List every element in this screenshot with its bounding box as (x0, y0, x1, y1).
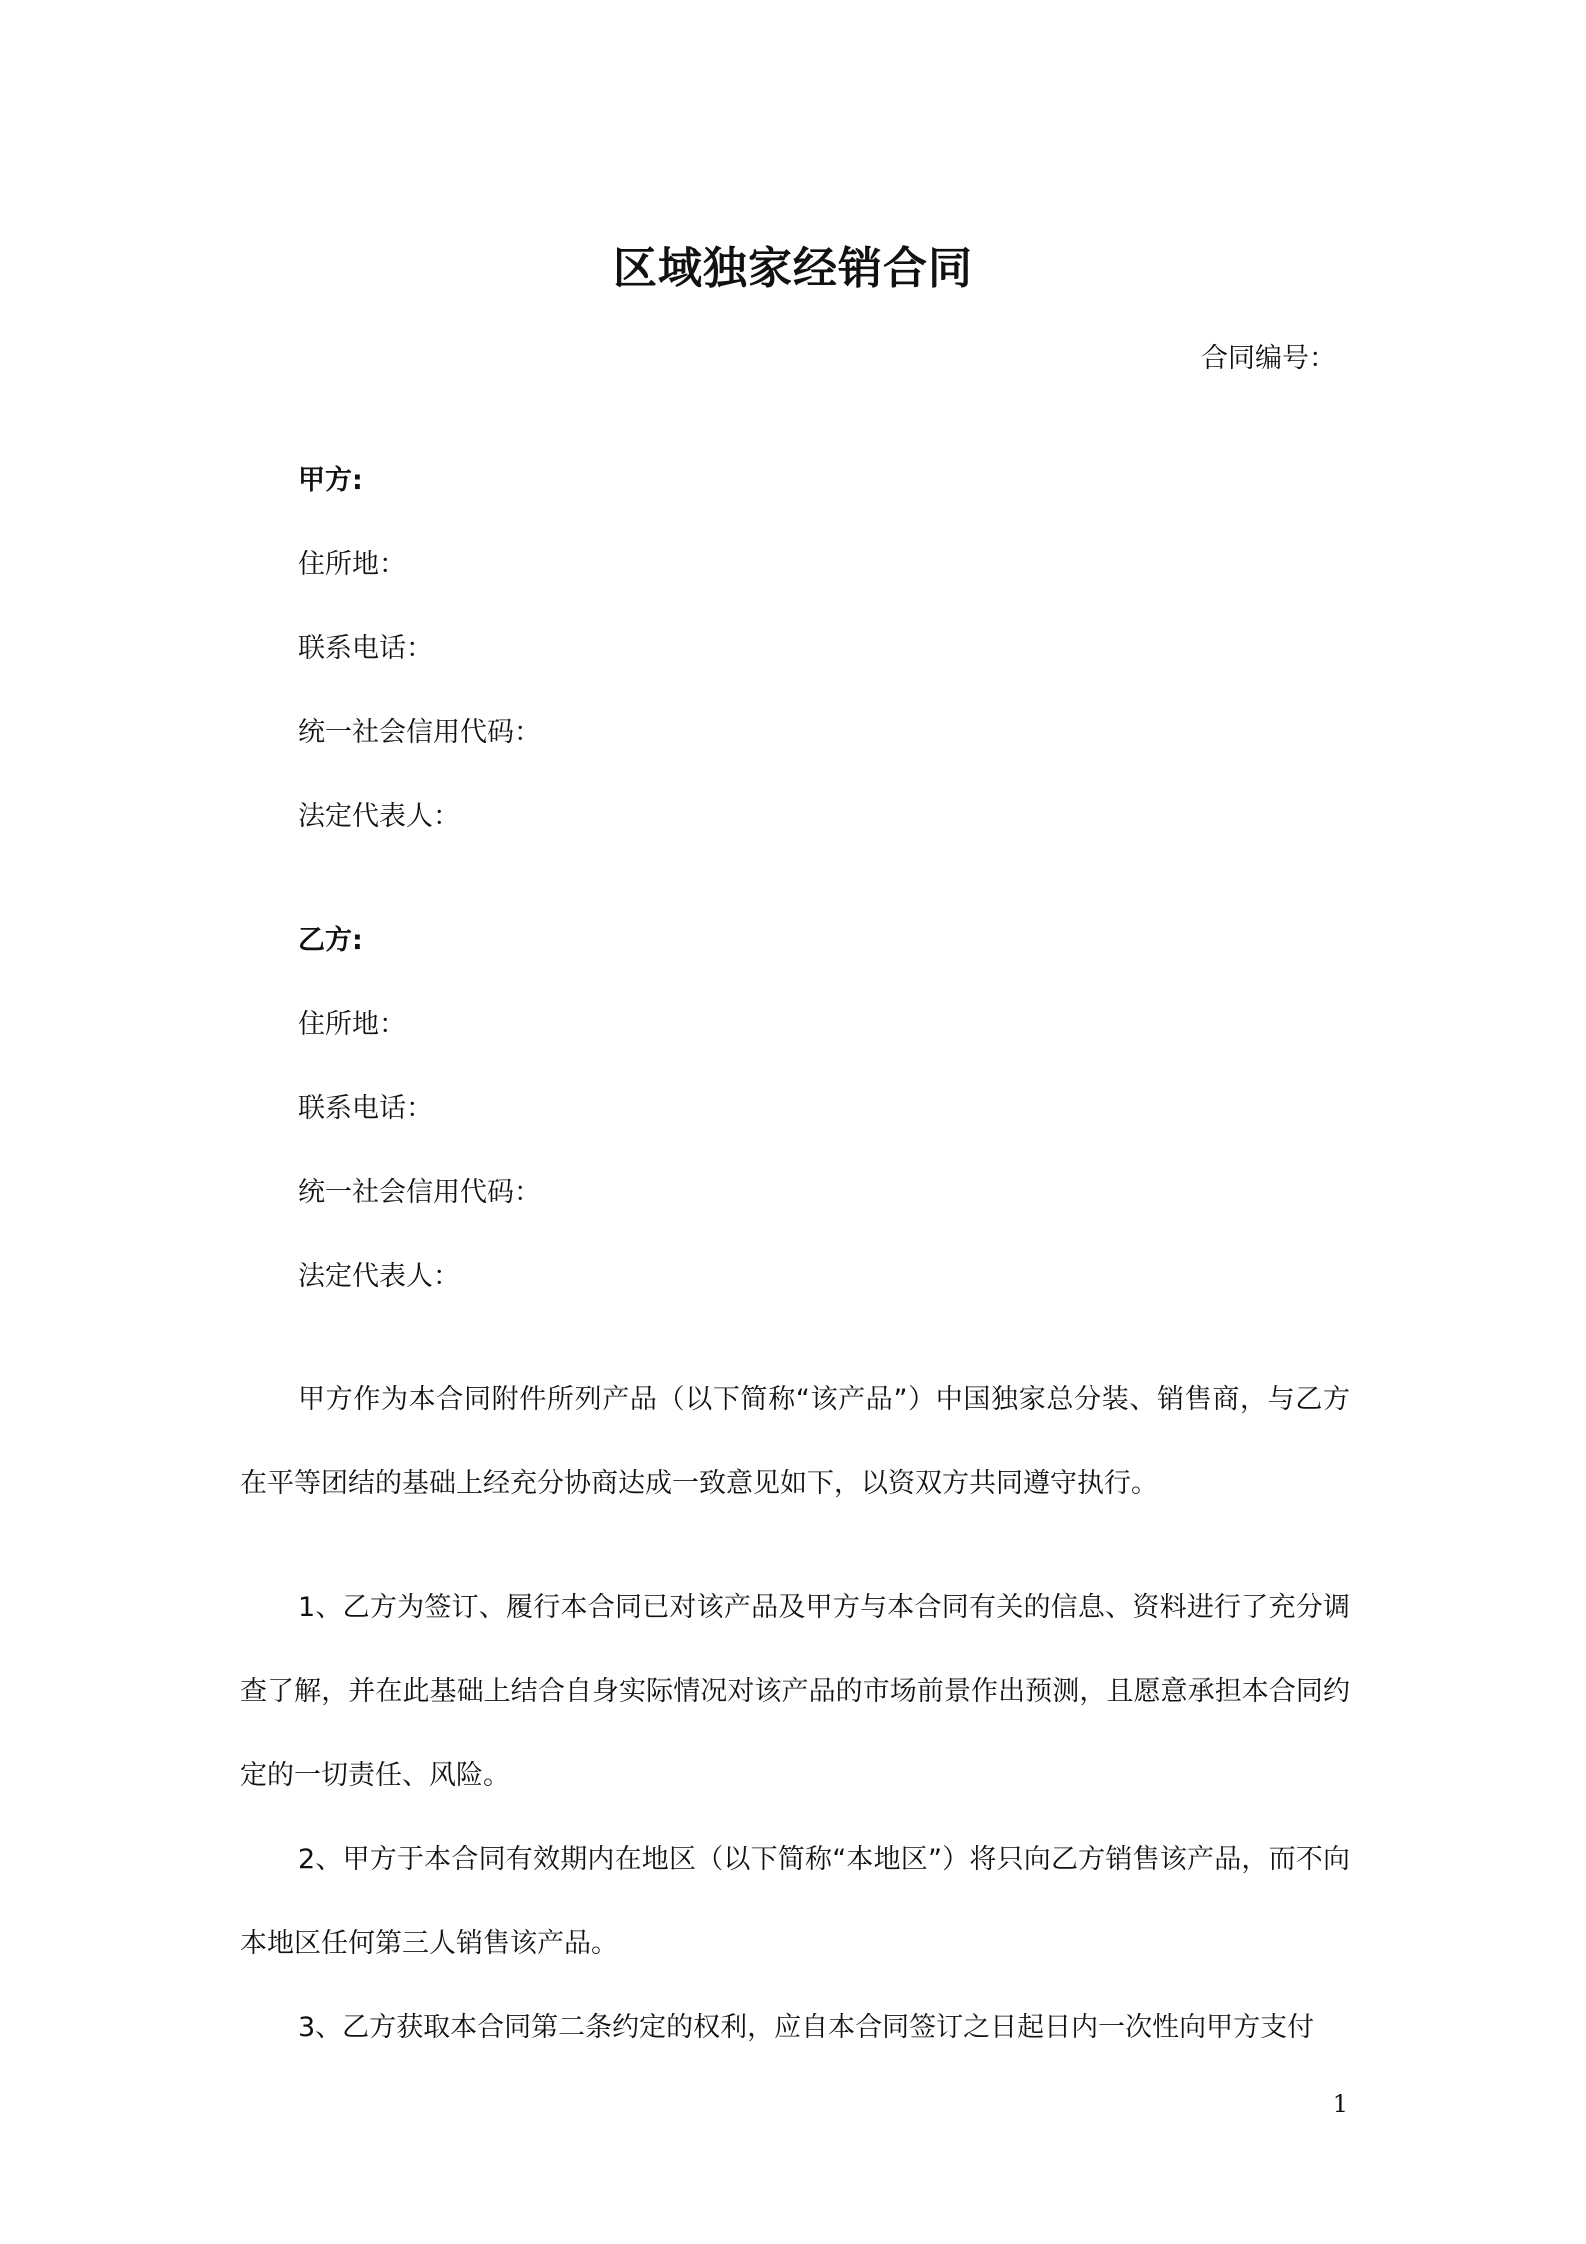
party-b-title: 乙方: (298, 925, 363, 956)
party-b-credit-code-label: 统一社会信用代码： (298, 1177, 541, 1208)
contract-number-label: 合同编号： (1201, 343, 1336, 374)
party-a-address-label: 住所地： (298, 549, 406, 580)
document-title: 区域独家经销合同 (613, 243, 973, 294)
party-a-phone-label: 联系电话： (298, 633, 433, 664)
party-b-legal-rep-label: 法定代表人： (298, 1261, 460, 1292)
clause-1-paragraph: 1、乙方为签订、履行本合同已对该产品及甲方与本合同有关的信息、资料进行了充分调查了解，并在此基础上结合自身实际情况对该产品的市场前景作出预测，且愿意承担本合同约定的一切责任、风险。 (240, 1592, 1350, 1791)
clause-3-paragraph: 3、乙方获取本合同第二条约定的权利，应自本合同签订之日起日内一次性向甲方支付 (298, 2012, 1315, 2043)
clause-2-paragraph: 2、甲方于本合同有效期内在地区（以下简称“本地区”）将只向乙方销售该产品，而不向本地区任何第三人销售该产品。 (240, 1844, 1350, 1959)
party-b-phone-label: 联系电话： (298, 1093, 433, 1124)
party-a-credit-code-label: 统一社会信用代码： (298, 717, 541, 748)
page-number: 1 (1332, 2090, 1348, 2118)
party-a-title: 甲方: (298, 465, 363, 496)
intro-paragraph: 甲方作为本合同附件所列产品（以下简称“该产品”）中国独家总分装、销售商，与乙方在平等团结的基础上经充分协商达成一致意见如下，以资双方共同遵守执行。 (240, 1384, 1350, 1499)
party-b-address-label: 住所地： (298, 1009, 406, 1040)
party-a-legal-rep-label: 法定代表人： (298, 801, 460, 832)
